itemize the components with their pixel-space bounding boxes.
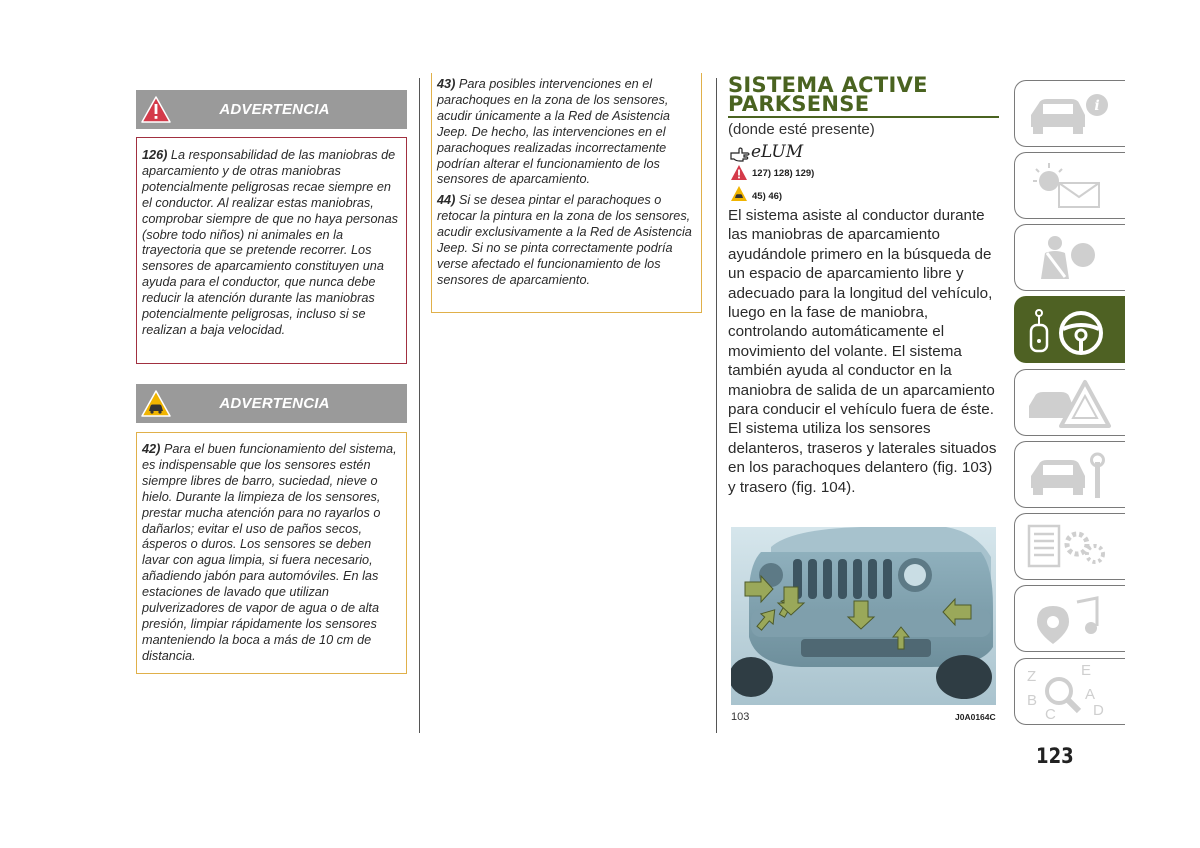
column-divider xyxy=(419,78,420,733)
body-paragraph-1: El sistema asiste al conductor durante las maniobras de aparcamiento ayudándole primero en la búsqueda de un espacio de aparcamiento libre y adecuado para la longitud del vehículo, luego en la fase de maniobra, controlando automáticamente el movimiento del volante. El sistema también ayuda al conductor en la maniobra de salida de un aparcamiento para conducir el vehículo fuera de éste. xyxy=(728,207,995,419)
title-rule xyxy=(728,116,999,118)
caution-refs: 45) 46) xyxy=(752,191,783,202)
note-text: La responsabilidad de las maniobras de aparcamiento y de otras maniobras potencialmente peligrosas recae siempre en el conductor. Al realizar estas maniobras, comprobar siempre de que no haya personas (sobre todo niños) ni animales en la trayectoria que se pretende recorrer. Los sensores de aparcamiento constituyen una ayuda para el conductor, que nunca debe reducir la atención durante las maniobras potencialmente peligrosas, incluso si se realizan a baja velocidad. xyxy=(142,148,399,337)
notes-box xyxy=(431,73,702,313)
hand-icon xyxy=(730,144,752,164)
multimedia-icon xyxy=(1023,592,1115,648)
section-body xyxy=(728,206,1000,497)
warning-text-2 xyxy=(142,442,401,665)
side-tab-safety[interactable] xyxy=(1014,224,1125,291)
side-tab-driving[interactable] xyxy=(1014,296,1125,363)
note-ref: 44) xyxy=(437,193,456,208)
figure-103-image xyxy=(731,527,996,705)
caution-car-icon xyxy=(730,185,748,202)
section-subtitle: (donde esté presente) xyxy=(728,121,875,138)
svg-text:i: i xyxy=(1094,98,1100,114)
figure-code: J0A0164C xyxy=(955,712,996,722)
warning-body-1 xyxy=(136,137,407,364)
svg-text:A: A xyxy=(1085,686,1096,703)
section-title-line1: SISTEMA ACTIVE xyxy=(728,73,928,97)
note-text: Si se desea pintar el parachoques o retocar la pintura en la zona de los sensores, acudir exclusivamente a la Red de Asistencia Jeep. Si no se pinta correctamente podría verse afectado el funcionamiento de los sensores de aparcamiento. xyxy=(437,193,692,287)
warning-header-2 xyxy=(136,384,407,423)
svg-text:E: E xyxy=(1081,665,1092,679)
note-ref: 43) xyxy=(437,77,456,91)
warning-triangle-car-icon xyxy=(1023,376,1115,432)
svg-text:D: D xyxy=(1093,702,1104,719)
side-tab-maintenance[interactable] xyxy=(1014,441,1125,508)
note-text: Para el buen funcionamiento del sistema, es indispensable que los sensores estén siempre libres de barro, suciedad, nieve o hielo. Durante la limpieza de los sensores, prestar mucha atención para no rayarlos o dañarlos; evitar el uso de paños secos, ásperos o duros. Los sensores se deben lavar con agua limpia, si fuera necesario, añadiendo jabón para automóviles. En las estaciones de lavado que utilizan pulverizadores de vapor de agua o de alta presión, limpiar rápidamente los sensores manteniendo la boca a más de 10 cm de distancia. xyxy=(142,442,397,663)
side-tab-specs[interactable] xyxy=(1014,513,1125,580)
car-wrench-icon xyxy=(1023,448,1115,504)
svg-text:Z: Z xyxy=(1027,668,1037,685)
note-43 xyxy=(437,77,696,188)
logo-text: eLUM xyxy=(751,142,804,162)
specs-gears-icon xyxy=(1023,520,1115,576)
page-number: 123 xyxy=(1036,744,1074,768)
warning-title: ADVERTENCIA xyxy=(219,101,330,118)
body-paragraph-2: El sistema utiliza los sensores delanteros, traseros y laterales situados en los parachoques delantero (fig. 103) y trasero (fig. 104). xyxy=(728,420,997,496)
jeep-front-bumper-illustration xyxy=(731,527,996,705)
warning-header-1 xyxy=(136,90,407,129)
note-44 xyxy=(437,193,696,288)
side-tab-index[interactable] xyxy=(1014,658,1125,725)
side-tab-dashboard[interactable] xyxy=(1014,152,1125,219)
dashboard-lights-icon xyxy=(1023,159,1115,215)
warning-title: ADVERTENCIA xyxy=(219,395,330,412)
note-ref: 42) xyxy=(142,442,161,456)
svg-text:C: C xyxy=(1045,706,1056,721)
key-steering-wheel-icon xyxy=(1023,303,1115,359)
warning-refs: 127) 128) 129) xyxy=(752,168,815,179)
section-title xyxy=(728,73,998,116)
figure-number: 103 xyxy=(731,711,750,723)
note-ref: 126) xyxy=(142,148,168,162)
seatbelt-airbag-icon xyxy=(1023,231,1115,287)
section-title-line2: PARKSENSE xyxy=(728,92,870,116)
car-info-icon xyxy=(1023,87,1115,143)
side-tab-emergency[interactable] xyxy=(1014,369,1125,436)
note-text: Para posibles intervenciones en el parachoques en la zona de los sensores, acudir únicamente a la Red de Asistencia Jeep. De hecho, las intervenciones en el parachoques realizadas incorrectamente podrían alterar el funcionamiento de los sensores de aparcamiento. xyxy=(437,77,670,187)
svg-text:B: B xyxy=(1027,692,1038,709)
alphabetical-index-icon xyxy=(1023,665,1115,721)
warning-text-1 xyxy=(142,148,401,339)
column-divider xyxy=(716,78,717,733)
side-tab-multimedia[interactable] xyxy=(1014,585,1125,652)
side-tab-car-info[interactable] xyxy=(1014,80,1125,147)
warning-triangle-icon xyxy=(730,164,748,181)
warning-body-2 xyxy=(136,432,407,674)
